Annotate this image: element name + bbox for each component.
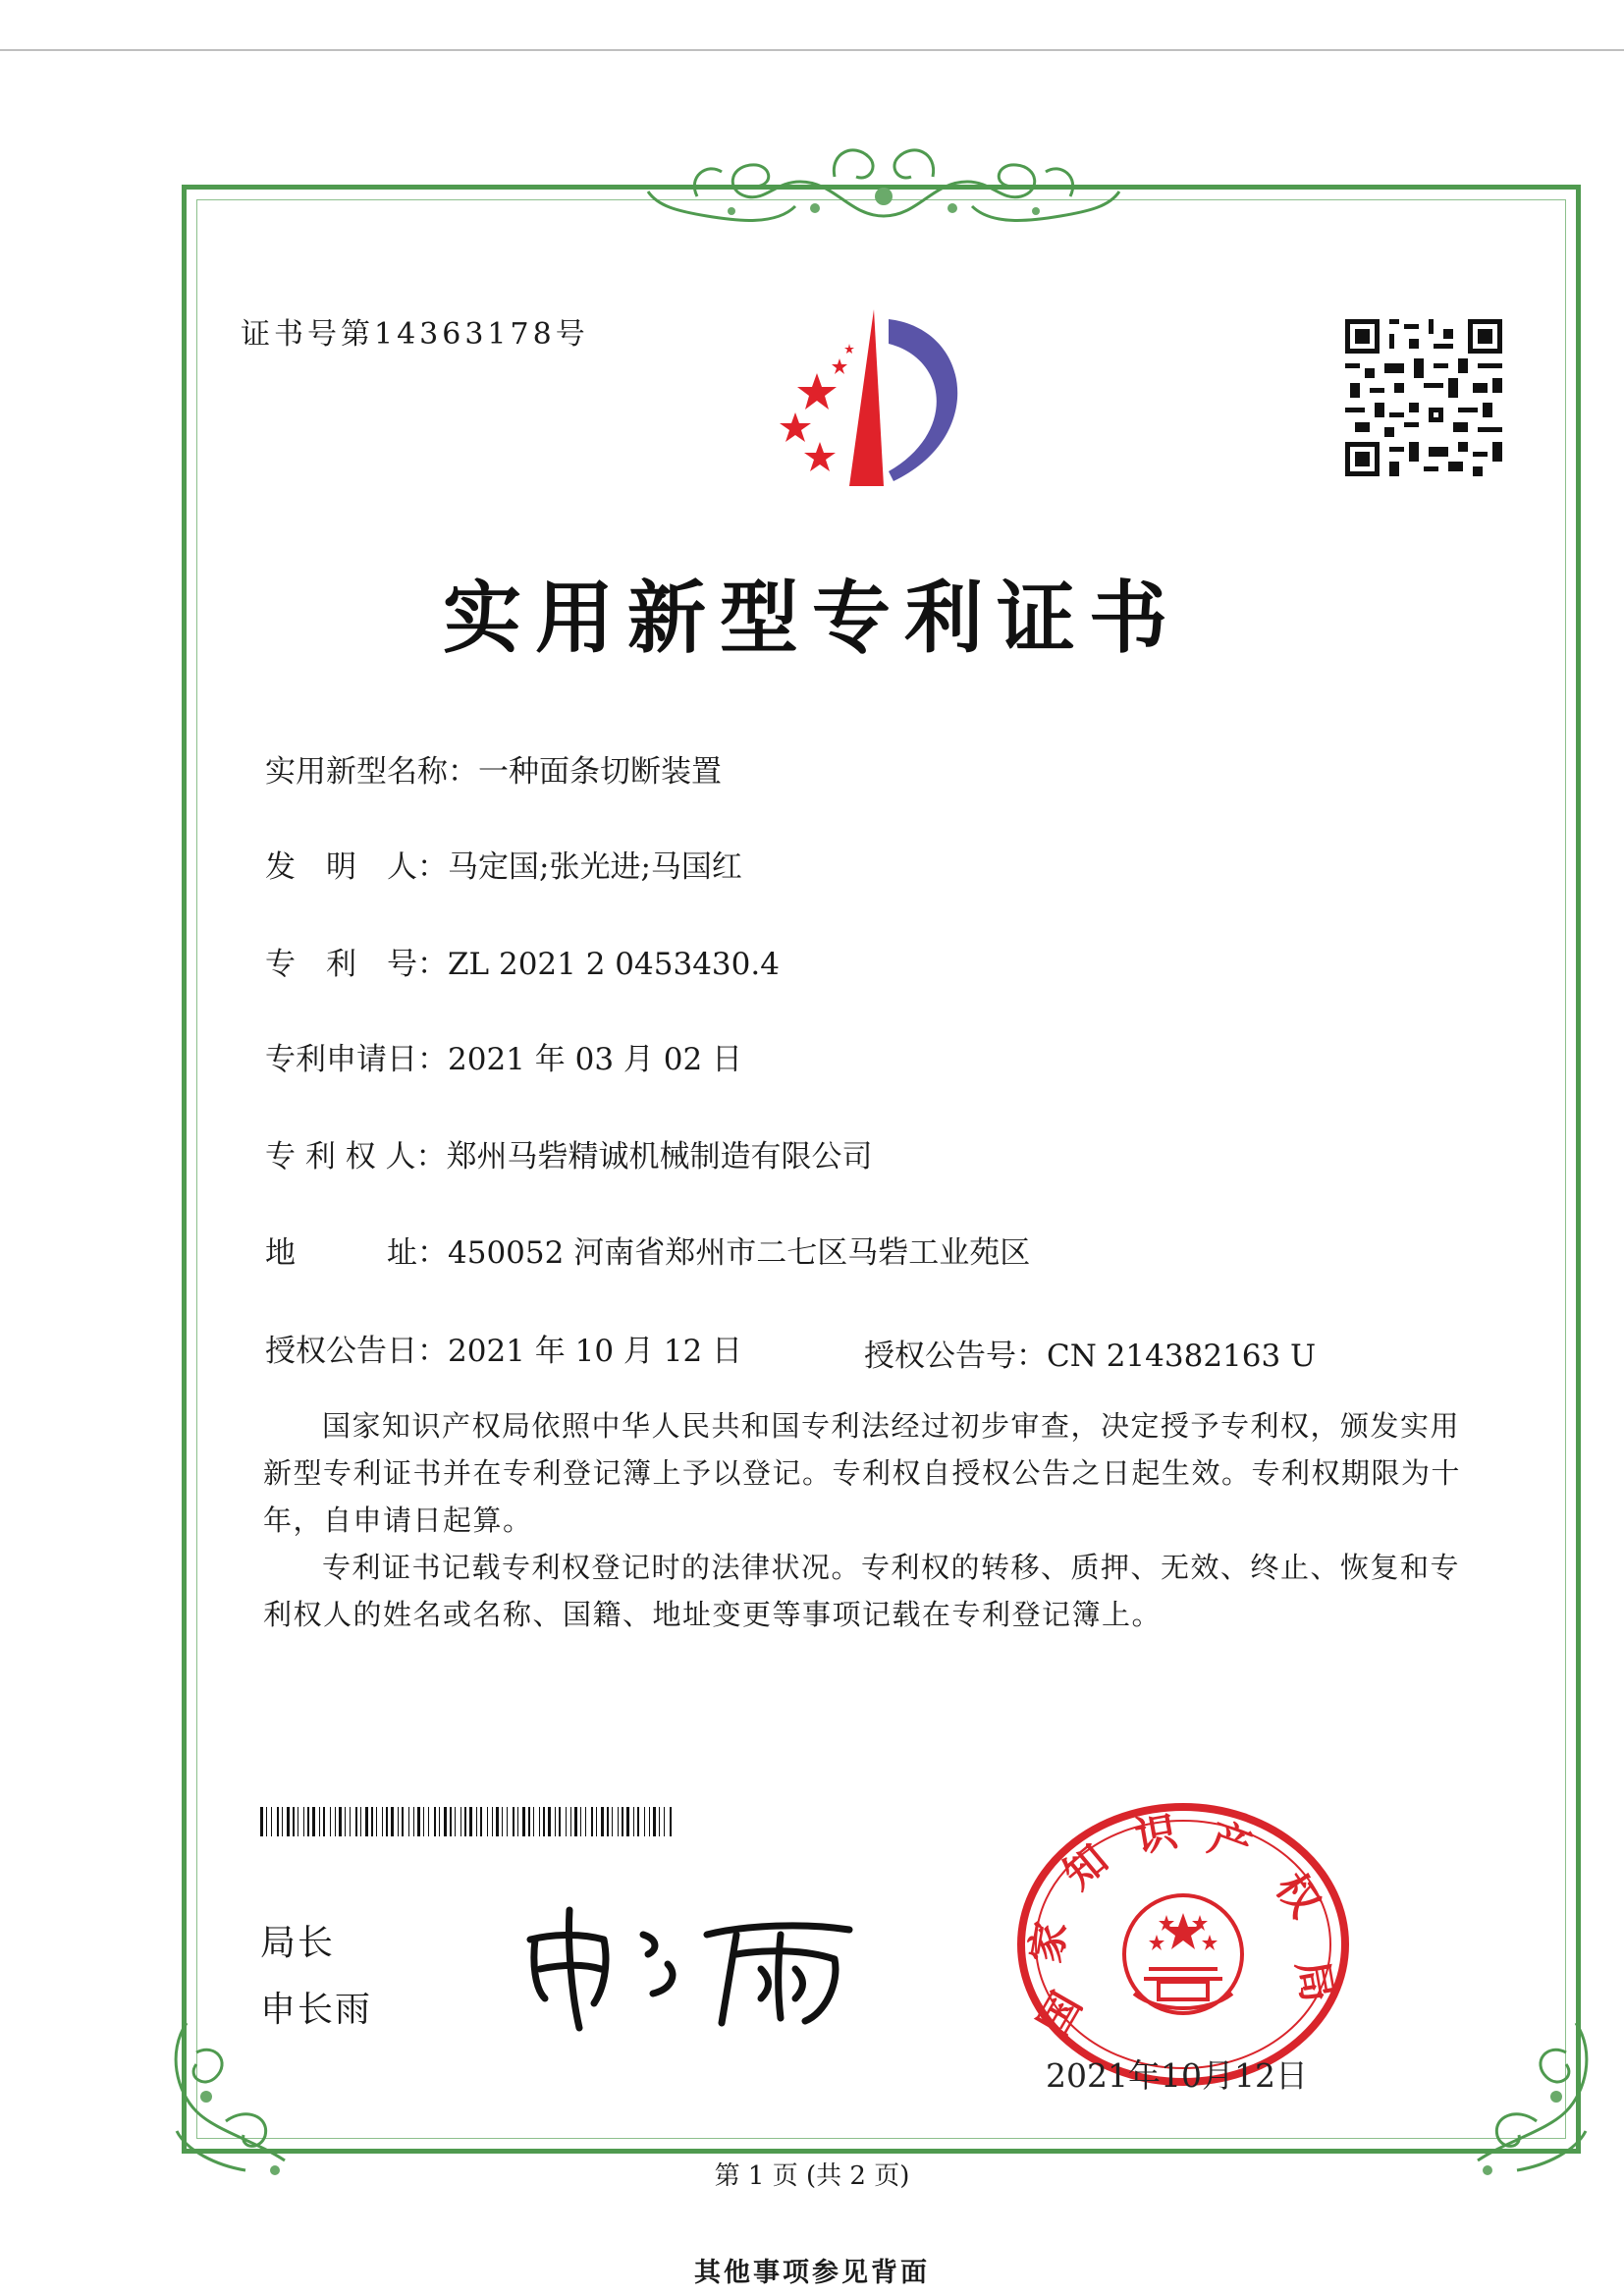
svg-text:局: 局 bbox=[1287, 1956, 1343, 2006]
field-value: 郑州马砦精诚机械制造有限公司 bbox=[446, 1139, 873, 1175]
cnipa-logo-icon bbox=[746, 300, 1001, 496]
field-address bbox=[265, 1228, 1030, 1272]
field-value: 450052 河南省郑州市二七区马砦工业苑区 bbox=[448, 1235, 1031, 1271]
svg-text:家: 家 bbox=[1020, 1917, 1076, 1967]
seal-date: 2021年10月12日 bbox=[1046, 2056, 1308, 2095]
certificate-title: 实用新型专利证书 bbox=[443, 572, 1181, 664]
svg-text:知: 知 bbox=[1054, 1834, 1117, 1899]
field-label: 授权公告日： bbox=[265, 1334, 448, 1369]
official-seal-icon bbox=[1011, 1797, 1355, 2092]
svg-text:国: 国 bbox=[1028, 1984, 1092, 2045]
page-number: 第 1 页 (共 2 页) bbox=[714, 2161, 910, 2191]
field-label: 专 利 号： bbox=[265, 947, 448, 982]
director-title: 局长 bbox=[260, 1923, 336, 1963]
field-label: 专 利 权 人： bbox=[265, 1139, 447, 1175]
field-inventors bbox=[265, 842, 742, 886]
qr-code-icon bbox=[1345, 319, 1502, 476]
scan-edge-line bbox=[0, 49, 1624, 51]
certificate-number: 证书号第14363178号 bbox=[241, 317, 589, 352]
svg-text:权: 权 bbox=[1266, 1864, 1329, 1926]
field-value: 2021 年 03 月 02 日 bbox=[448, 1042, 743, 1077]
field-utility-model-name bbox=[265, 746, 722, 791]
svg-text:识: 识 bbox=[1131, 1806, 1181, 1862]
svg-text:产: 产 bbox=[1202, 1813, 1259, 1873]
footer-note: 其他事项参见背面 bbox=[694, 2258, 930, 2288]
field-grant-announcement-date bbox=[265, 1326, 742, 1370]
field-label: 实用新型名称： bbox=[265, 754, 478, 790]
field-label: 发 明 人： bbox=[265, 849, 448, 885]
legal-paragraph-2: 专利证书记载专利权登记时的法律状况。专利权的转移、质押、无效、终止、恢复和专利权人的姓名或名称、国籍、地址变更等事项记载在专利登记簿上。 bbox=[263, 1551, 1461, 1631]
legal-paragraph-1: 国家知识产权局依照中华人民共和国专利法经过初步审查，决定授予专利权，颁发实用新型专利证书并在专利登记簿上予以登记。专利权自授权公告之日起生效。专利权期限为十年，自申请日起算。 bbox=[263, 1409, 1462, 1537]
field-value: 一种面条切断装置 bbox=[478, 754, 722, 790]
director-name: 申长雨 bbox=[260, 1990, 373, 2030]
field-grant-announcement-number bbox=[864, 1331, 1316, 1375]
field-label: 地 址： bbox=[265, 1235, 448, 1271]
field-value: 2021 年 10 月 12 日 bbox=[448, 1334, 743, 1369]
field-value: 马定国;张光进;马国红 bbox=[448, 849, 742, 885]
field-patentee bbox=[265, 1131, 873, 1175]
director-signature-icon bbox=[511, 1895, 864, 2033]
field-patent-number bbox=[265, 939, 780, 983]
top-floral-ornament-icon bbox=[638, 137, 1129, 231]
field-label: 授权公告号： bbox=[864, 1339, 1047, 1374]
barcode-icon bbox=[260, 1807, 673, 1836]
field-application-date bbox=[265, 1034, 742, 1078]
field-value: ZL 2021 2 0453430.4 bbox=[448, 947, 780, 982]
field-label: 专利申请日： bbox=[265, 1042, 448, 1077]
field-value: CN 214382163 U bbox=[1047, 1339, 1317, 1374]
